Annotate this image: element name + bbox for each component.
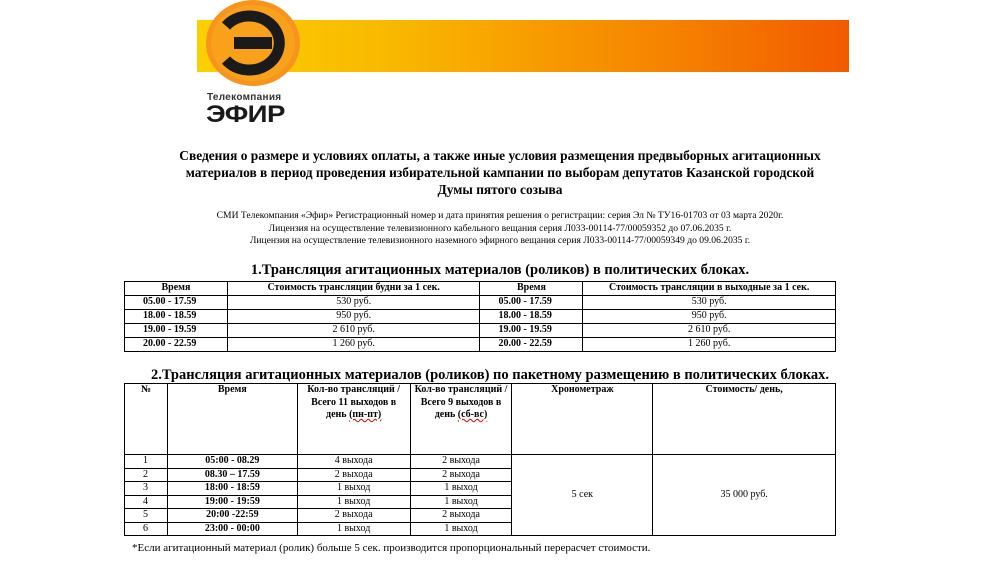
cell-weekday: 1 выход [297, 482, 410, 496]
cell-time: 05.00 - 17.59 [480, 296, 583, 310]
cell-weekend: 2 выхода [410, 509, 512, 523]
cell-weekend: 2 выхода [410, 455, 512, 469]
section2-title: 2.Трансляция агитационных материалов (роликов) по пакетному размещению в политических блоках. [150, 367, 830, 383]
cell-time: 20.00 - 22.59 [125, 338, 228, 352]
cell-weekend: 2 выхода [410, 468, 512, 482]
cell-time: 18.00 - 18.59 [125, 310, 228, 324]
cell-price: 1 260 руб. [583, 338, 836, 352]
cell-cost: 35 000 руб. [653, 455, 836, 536]
header-weekend-price: Стоимость трансляции в выходные за 1 сек. [583, 282, 836, 296]
header-cost: Стоимость/ день, [653, 384, 836, 455]
table-row [125, 455, 836, 469]
cell-weekend: 1 выход [410, 522, 512, 536]
header-time: Время [125, 282, 228, 296]
header-num: № [125, 384, 168, 455]
table-header-row [125, 384, 836, 455]
footnote: *Если агитационный материал (ролик) больше 5 сек. производится пропорциональный перерасчет стоимости. [132, 542, 651, 554]
section2-table [124, 383, 836, 536]
document-title: Сведения о размере и условиях оплаты, а также иные условия размещения предвыборных агитационных материалов в период проведения избирательной кампании по выборам депутатов Казанской городской Думы пятого созыва [179, 148, 821, 197]
section1-table [124, 281, 836, 352]
cell-time: 18:00 - 18:59 [167, 482, 297, 496]
cell-num: 5 [125, 509, 168, 523]
cell-price: 950 руб. [227, 310, 480, 324]
section1-title: 1.Трансляция агитационных материалов (роликов) в политических блоках. [250, 262, 750, 278]
table-header-row [125, 282, 836, 296]
table-row [125, 338, 836, 352]
cell-price: 2 610 руб. [227, 324, 480, 338]
header-time: Время [167, 384, 297, 455]
cell-time: 23:00 - 00:00 [167, 522, 297, 536]
header-time: Время [480, 282, 583, 296]
cell-time: 08.30 – 17.59 [167, 468, 297, 482]
cell-time: 05.00 - 17.59 [125, 296, 228, 310]
cell-price: 2 610 руб. [583, 324, 836, 338]
cell-num: 1 [125, 455, 168, 469]
cell-weekend: 1 выход [410, 495, 512, 509]
cell-weekday: 1 выход [297, 495, 410, 509]
cell-time: 18.00 - 18.59 [480, 310, 583, 324]
cell-weekday: 2 выхода [297, 509, 410, 523]
header-duration: Хронометраж [512, 384, 653, 455]
logo-text-small: Телекомпания [207, 92, 282, 103]
cell-time: 20.00 - 22.59 [480, 338, 583, 352]
cell-time: 19.00 - 19.59 [480, 324, 583, 338]
cell-weekday: 2 выхода [297, 468, 410, 482]
efir-logo-icon [204, 0, 302, 86]
cell-weekend: 1 выход [410, 482, 512, 496]
cell-time: 05:00 - 08.29 [167, 455, 297, 469]
cell-time: 19.00 - 19.59 [125, 324, 228, 338]
cell-weekday: 4 выхода [297, 455, 410, 469]
cell-weekday: 1 выход [297, 522, 410, 536]
header-weekend-count: Кол-во трансляций / Всего 9 выходов в день (сб-вс) [410, 384, 512, 455]
table-row [125, 296, 836, 310]
table-row [125, 324, 836, 338]
cell-num: 2 [125, 468, 168, 482]
cell-num: 6 [125, 522, 168, 536]
cell-time: 20:00 -22:59 [167, 509, 297, 523]
header-weekday-count: Кол-во трансляций / Всего 11 выходов в день (пн-пт) [297, 384, 410, 455]
cell-price: 950 руб. [583, 310, 836, 324]
table-row [125, 310, 836, 324]
cell-time: 19:00 - 19:59 [167, 495, 297, 509]
cell-duration: 5 сек [512, 455, 653, 536]
cell-price: 1 260 руб. [227, 338, 480, 352]
cell-num: 3 [125, 482, 168, 496]
cell-price: 530 руб. [583, 296, 836, 310]
cell-num: 4 [125, 495, 168, 509]
header-weekday-price: Стоимость трансляции будни за 1 сек. [227, 282, 480, 296]
cell-price: 530 руб. [227, 296, 480, 310]
registration-info: СМИ Телекомпания «Эфир» Регистрационный номер и дата принятия решения о регистрации: серия Эл № ТУ16-01703 от 03 марта 2020г. Лицензия на осуществление телевизионного кабельного вещания серия Л033-00114-77/00059352 до 07.06.2035 г. Лицензия на осуществление телевизионного наземного эфирного вещания серия Л033-00114-77/00059349 до 09.06.2035 г. [216, 210, 784, 246]
logo-text-big: ЭФИР [206, 101, 285, 128]
